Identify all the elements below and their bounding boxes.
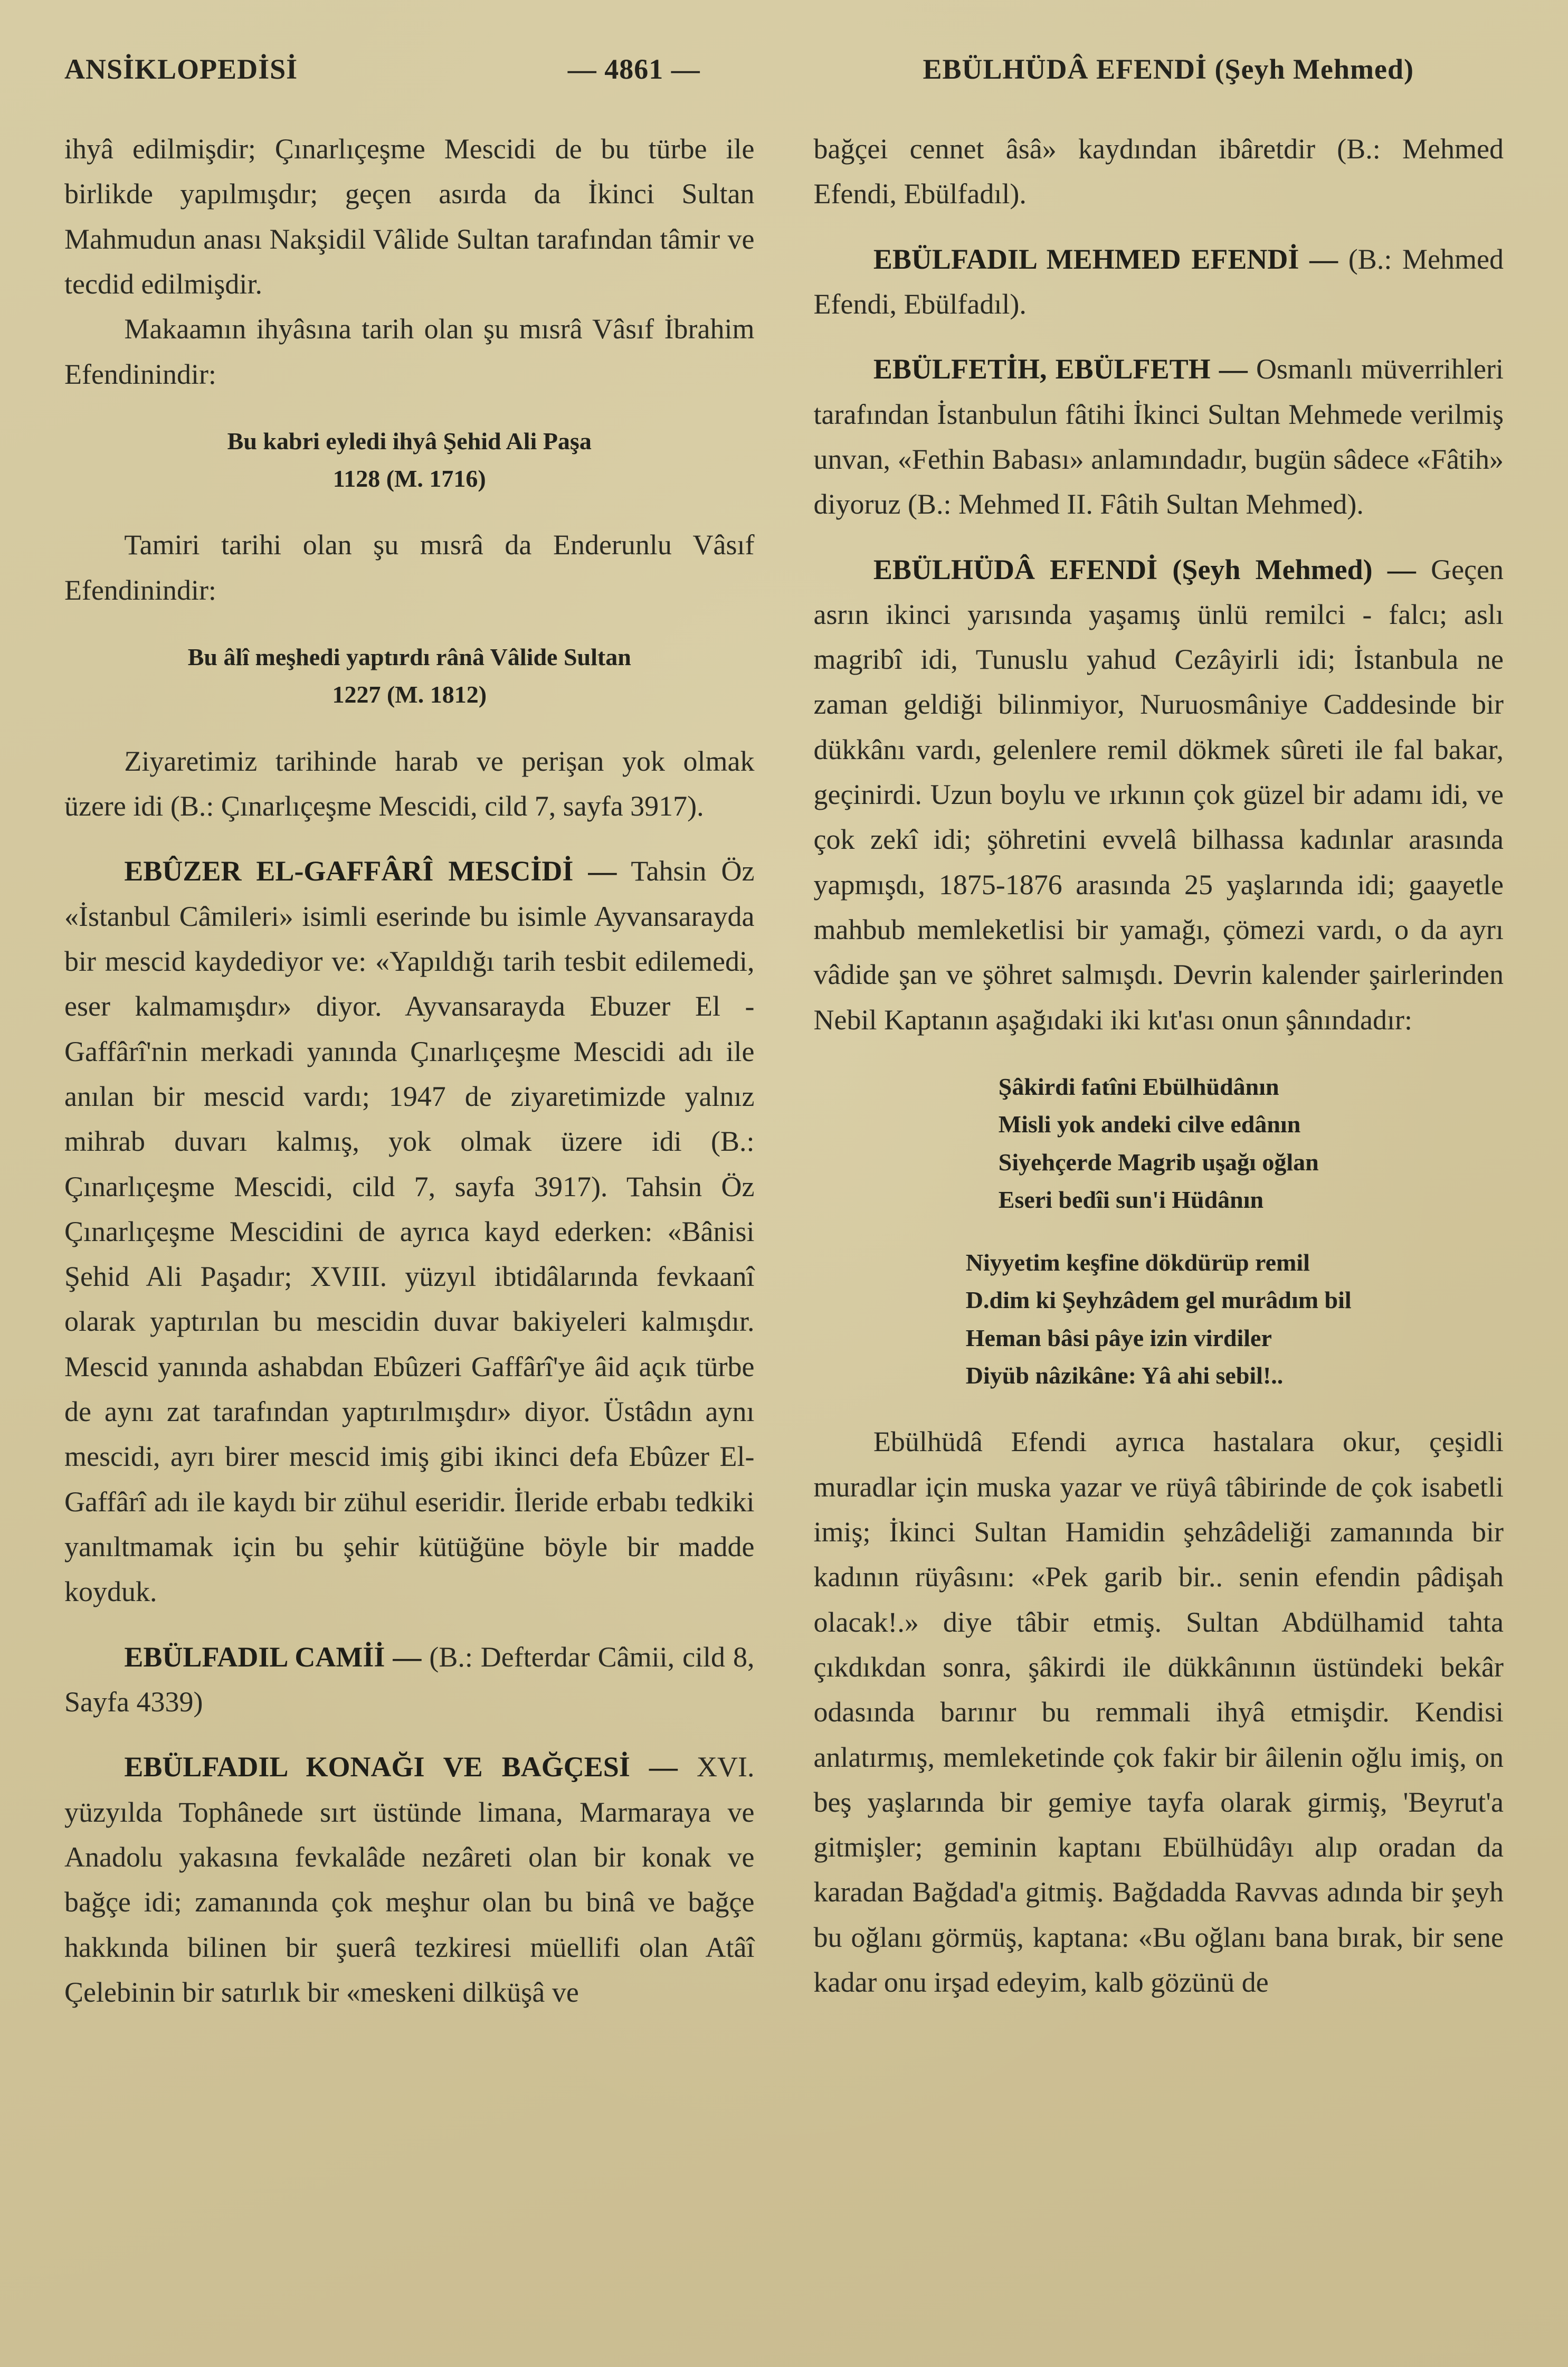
entry-title: EBÛZER EL-GAFFÂRÎ MESCİDİ — bbox=[124, 855, 617, 887]
body-paragraph: ihyâ edilmişdir; Çınarlıçeşme Mescidi de bu türbe ile birlikde yapılmışdır; geçen asırda da İkinci Sultan Mahmudun anası Nakşidil Vâlide Sultan tarafından tâmir ve tecdid edilmişdir. bbox=[64, 133, 755, 300]
entry-title: EBÜLFETİH, EBÜLFETH — bbox=[873, 353, 1248, 385]
verse-line: Şâkirdi fatîni Ebülhüdânın bbox=[998, 1073, 1279, 1100]
verse-line: Heman bâsi pâye izin virdiler bbox=[965, 1324, 1272, 1351]
verse-line: Eseri bedîi sun'i Hüdânın bbox=[998, 1186, 1264, 1213]
entry-title: EBÜLHÜDÂ EFENDİ (Şeyh Mehmed) — bbox=[873, 553, 1416, 585]
header-page-number: — 4861 — bbox=[567, 53, 700, 85]
verse-block bbox=[64, 638, 755, 714]
verse-line: D.dim ki Şeyhzâdem gel murâdım bil bbox=[965, 1286, 1352, 1314]
body-paragraph: Makaamın ihyâsına tarih olan şu mısrâ Vâsıf İbrahim Efendinindir: bbox=[64, 313, 755, 390]
verse-block bbox=[64, 422, 755, 498]
body-paragraph: bağçei cennet âsâ» kaydından ibâretdir (B.: Mehmed Efendi, Ebülfadıl). bbox=[813, 133, 1504, 210]
page-header bbox=[64, 53, 1504, 86]
right-column bbox=[814, 127, 1504, 2015]
left-column bbox=[64, 127, 755, 2015]
entry-title: EBÜLFADIL MEHMED EFENDİ — bbox=[873, 243, 1338, 275]
body-paragraph: Ebülhüdâ Efendi ayrıca hastalara okur, çeşidli muradlar için muska yazar ve rüyâ tâbirinde de çok isabetli imiş; İkinci Sultan Hamidin şehzâdeliği zamanında bir kadının rüyâsını: «Pek garib bir.. senin efendin pâdişah olacak!.» diye tâbir etmiş. Sultan Abdülhamid tahta çıkdıkdan sonra, şâkirdi ile dükkânının üstündeki bekâr odasında barınır bu remmali ihyâ etmişdir. Kendisi anlatırmış, memleketinde çok fakir bir âilenin oğlu imiş, on beş yaşlarında bir gemiye tayfa olarak girmiş, 'Beyrut'a gitmişler; geminin kaptanı Ebülhüdâyı alıp oradan da karadan Bağdad'a gitmiş. Bağdadda Ravvas adında bir şeyh bu oğlanı görmüş, kaptana: «Bu oğlanı bana bırak, bir sene kadar onu irşad edeyim, kalb gözünü de bbox=[813, 1426, 1504, 1999]
verse-lines bbox=[227, 422, 592, 498]
entry-paragraph: EBÜLHÜDÂ EFENDİ (Şeyh Mehmed) — Geçen asrın ikinci yarısında yaşamış ünlü remilci - falcı; aslı magribî idi, Tunuslu yahud Cezâyirli idi; İstanbula ne zaman geldiği bilinmiyor, Nuruosmâniye Caddesinde bir dükkânı vardı, gelenlere remil dökmek sûreti ile fal bakar, geçinirdi. Uzun boylu ve ırkının çok güzel bir adamı idi, ve çok zekî idi; şöhretini evvelâ bilhassa kadınlar arasında yapmışdı, 1875-1876 arasında 25 yaşlarında idi; gaayetle mahbub memleketlisi bir yamağı, çömezi vardı, o da ayrı vâdide şan ve şöhret salmışdı. Devrin kalender şairlerinden Nebil Kaptanın aşağıdaki iki kıt'ası onun şânındadır: bbox=[813, 553, 1504, 1036]
entry-paragraph: EBÜLFETİH, EBÜLFETH — Osmanlı müverrihleri tarafından İstanbulun fâtihi İkinci Sultan Mehmede verilmiş unvan, «Fethin Babası» anlamındadır, bugün sâdece «Fâtih» diyoruz (B.: Mehmed II. Fâtih Sultan Mehmed). bbox=[813, 353, 1504, 520]
body-paragraph: Tamiri tarihi olan şu mısrâ da Enderunlu Vâsıf Efendinindir: bbox=[64, 529, 755, 606]
verse-line: Diyüb nâzikâne: Yâ ahi sebil!.. bbox=[965, 1362, 1284, 1389]
verse-block bbox=[814, 1068, 1504, 1218]
verse-line: Bu âlî meşhedi yaptırdı rânâ Vâlide Sultan bbox=[187, 643, 631, 671]
verse-line: Siyehçerde Magrib uşağı oğlan bbox=[998, 1148, 1319, 1176]
verse-line: Bu kabri eyledi ihyâ Şehid Ali Paşa bbox=[227, 427, 592, 455]
verse-line: 1128 (M. 1716) bbox=[332, 465, 486, 493]
verse-line: Niyyetim keşfine dökdürüp remil bbox=[965, 1249, 1310, 1276]
entry-paragraph: EBÛZER EL-GAFFÂRÎ MESCİDİ — Tahsin Öz «İstanbul Câmileri» isimli eserinde bu isimle Ayvansarayda bir mescid kaydediyor ve: «Yapıldığı tarih tesbit edilemedi, eser kalmamışdır» diyor. Ayvansarayda Ebuzer El - Gaffârî'nin merkadi yanında Çınarlıçeşme Mescidi adı ile anılan bir mescid vardı; 1947 de ziyaretimizde yalnız mihrab duvarı kalmış, yok olmak üzere idi (B.: Çınarlıçeşme Mescidi, cild 7, sayfa 3917). Tahsin Öz Çınarlıçeşme Mescidini de ayrıca kayd ederken: «Bânisi Şehid Ali Paşadır; XVIII. yüzyıl ibtidâlarında fevkaanî olarak yaptırılan bu mescidin duvar bakiyeleri kalmışdır. Mescid yanında ashabdan Ebûzeri Gaffârî'ye âid açık türbe de aynı zat tarafından yaptırılmışdır» diyor. Üstâdın aynı mescidi, ayrı birer mescid imiş gibi ikinci defa Ebûzer El-Gaffârî adı ile kaydı bir zühul eseridir. İleride erbabı tedkiki yanıltmamak için bu şehir kütüğüne böyle bir madde koyduk. bbox=[64, 855, 755, 1608]
verse-line: Misli yok andeki cilve edânın bbox=[998, 1111, 1301, 1138]
verse-block bbox=[814, 1244, 1504, 1394]
entry-title: EBÜLFADIL KONAĞI VE BAĞÇESİ — bbox=[124, 1751, 678, 1783]
entry-title: EBÜLFADIL CAMİİ — bbox=[124, 1641, 422, 1673]
verse-line: 1227 (M. 1812) bbox=[332, 681, 487, 708]
entry-paragraph: EBÜLFADIL KONAĞI VE BAĞÇESİ — XVI. yüzyılda Tophânede sırt üstünde limana, Marmaraya ve Anadolu yakasına fevkalâde nezâreti olan bir konak ve bağçe idi; zamanında çok meşhur olan bu binâ ve bağçe hakkında bilinen bir şuerâ tezkiresi müellifi olan Atâî Çelebinin bir satırlık bir «meskeni dilküşâ ve bbox=[64, 1751, 755, 2008]
verse-lines bbox=[966, 1244, 1352, 1394]
entry-paragraph: EBÜLFADIL CAMİİ — (B.: Defterdar Câmii, cild 8, Sayfa 4339) bbox=[64, 1641, 755, 1718]
body-paragraph: Ziyaretimiz tarihinde harab ve perişan yok olmak üzere idi (B.: Çınarlıçeşme Mescidi, cild 7, sayfa 3917). bbox=[64, 745, 755, 822]
header-entry-title: EBÜLHÜDÂ EFENDİ (Şeyh Mehmed) bbox=[923, 53, 1414, 85]
two-column-body bbox=[64, 127, 1504, 2015]
verse-lines bbox=[188, 638, 631, 714]
entry-paragraph: EBÜLFADIL MEHMED EFENDİ — (B.: Mehmed Efendi, Ebülfadıl). bbox=[813, 243, 1504, 320]
verse-lines bbox=[999, 1068, 1319, 1218]
header-publication-title: ANSİKLOPEDİSİ bbox=[64, 53, 298, 85]
